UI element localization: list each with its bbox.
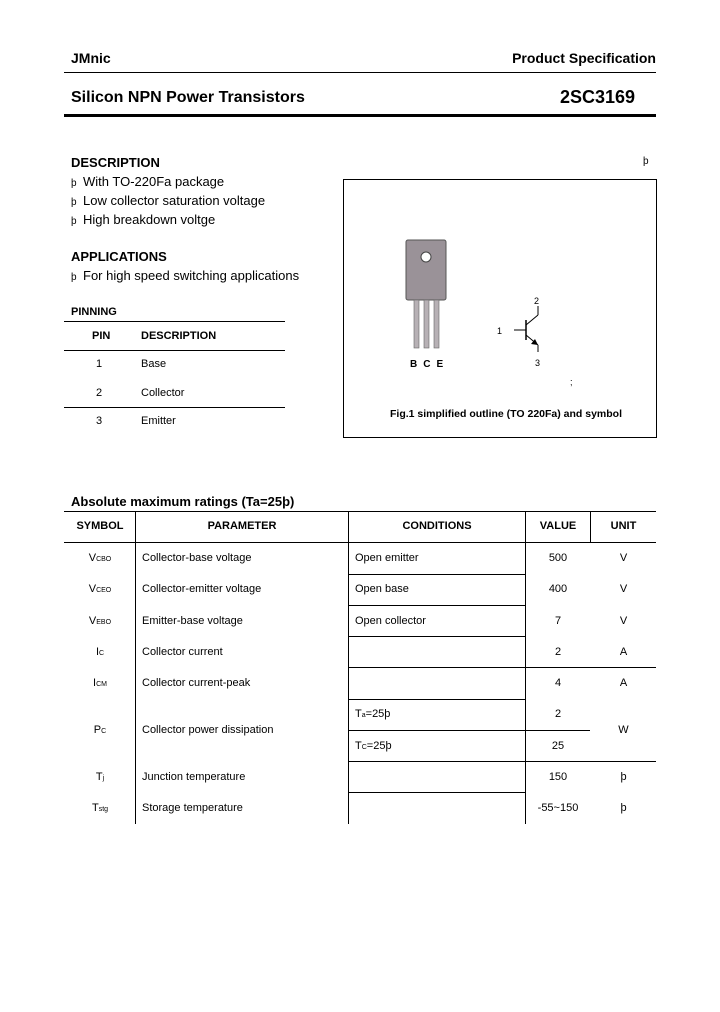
condition-symbol: T (355, 708, 362, 720)
conditions-cell (355, 708, 390, 720)
conditions-cell: Open emitter (355, 552, 419, 564)
pin-col-header: PIN (92, 330, 111, 342)
symbol-label-emitter: 3 (535, 358, 541, 368)
applications-heading: APPLICATIONS (71, 249, 167, 264)
table-row-divider (348, 636, 526, 637)
conditions-cell: Open base (355, 583, 409, 595)
parameter-cell: Collector power dissipation (142, 724, 274, 736)
table-rule-header (64, 542, 656, 543)
value-cell: -55~150 (537, 802, 579, 814)
pinning-rule-top (64, 321, 285, 322)
symbol-subscript: C (99, 650, 105, 657)
condition-subscript: C (361, 744, 367, 751)
description-text: With TO-220Fa package (83, 174, 225, 189)
application-text: For high speed switching applications (83, 268, 300, 283)
value-cell: 2 (554, 708, 562, 720)
table-rule-top (64, 511, 656, 512)
pinning-heading: PINNING (71, 306, 117, 318)
company-name: JMnic (71, 50, 111, 66)
symbol-cell (64, 583, 136, 595)
figure-corner-mark: þ (643, 156, 649, 167)
unit-cell: V (619, 615, 628, 627)
parameter-cell: Collector-base voltage (142, 552, 252, 564)
value-cell: 2 (554, 646, 562, 658)
description-text: Low collector saturation voltage (83, 193, 266, 208)
doc-type: Product Specification (512, 50, 656, 66)
table-row-divider (348, 761, 656, 762)
bullet-marker: þ (71, 178, 77, 189)
table-row-divider (348, 699, 526, 700)
pin-description: Emitter (141, 415, 176, 427)
description-heading: DESCRIPTION (71, 155, 160, 170)
pin-number: 2 (96, 387, 103, 399)
description-item (71, 193, 265, 208)
figure-box (343, 179, 657, 438)
symbol-subscript: EBO (96, 619, 112, 626)
pinning-rule-row (64, 407, 285, 408)
pin-number: 3 (96, 415, 103, 427)
part-number: 2SC3169 (560, 87, 636, 107)
symbol-letter: T (95, 771, 103, 783)
bullet-marker: þ (71, 197, 77, 208)
description-item (71, 174, 224, 189)
value-cell: 4 (554, 677, 562, 689)
parameter-cell: Storage temperature (142, 802, 243, 814)
value-cell: 500 (548, 552, 568, 564)
symbol-cell (64, 677, 136, 689)
symbol-cell (64, 724, 136, 736)
conditions-cell (355, 740, 392, 752)
pin-number: 1 (96, 358, 103, 370)
symbol-cell (64, 771, 136, 783)
table-row-divider (348, 605, 526, 606)
symbol-cell (64, 802, 136, 814)
parameter-cell: Collector current-peak (142, 677, 251, 689)
application-item (71, 268, 299, 283)
unit-cell: V (619, 552, 628, 564)
unit-cell: V (619, 583, 628, 595)
symbol-letter: I (93, 677, 97, 689)
condition-symbol: T (355, 740, 362, 752)
symbol-subscript: CM (96, 681, 107, 688)
symbol-cell (64, 646, 136, 658)
condition-value: =25þ (366, 740, 392, 752)
conditions-cell: Open collector (355, 615, 426, 627)
product-line: Silicon NPN Power Transistors (71, 89, 305, 106)
value-cell: 7 (554, 615, 562, 627)
package-outline-drawing (344, 180, 656, 437)
symbol-label-base: 1 (497, 326, 503, 336)
value-cell: 400 (548, 583, 568, 595)
symbol-subscript: CEO (96, 587, 112, 594)
header-rule-thin (64, 72, 656, 73)
symbol-letter: V (88, 583, 97, 595)
header-rule-thick (64, 114, 656, 117)
lead-label-c: C (423, 359, 437, 370)
table-row-divider (348, 667, 656, 668)
symbol-subscript: stg (98, 806, 109, 813)
col-header-value: VALUE (539, 520, 577, 532)
table-row-divider (348, 730, 590, 731)
pin-description: Collector (141, 387, 185, 399)
lead-labels (410, 359, 449, 370)
unit-cell: A (619, 646, 628, 658)
figure-stray-mark: ; (570, 377, 573, 387)
bullet-marker: þ (71, 272, 77, 283)
lead-label-e: E (436, 359, 450, 370)
symbol-subscript: j (102, 775, 105, 782)
pin-description: Base (141, 358, 167, 370)
condition-subscript: a (361, 712, 366, 719)
figure-caption: Fig.1 simplified outline (TO 220Fa) and symbol (390, 408, 623, 420)
unit-cell: þ (620, 771, 627, 783)
symbol-cell (64, 552, 136, 564)
parameter-cell: Collector current (142, 646, 223, 658)
symbol-cell (64, 615, 136, 627)
description-item (71, 212, 215, 227)
col-header-unit: UNIT (610, 520, 637, 532)
symbol-letter: P (93, 724, 102, 736)
symbol-letter: V (88, 552, 97, 564)
ratings-heading: Absolute maximum ratings (Ta=25þ) (71, 494, 295, 509)
col-header-conditions: CONDITIONS (402, 520, 472, 532)
symbol-letter: I (95, 646, 99, 658)
pinning-rule-mid (64, 350, 285, 351)
unit-cell: þ (620, 802, 627, 814)
symbol-letter: T (91, 802, 99, 814)
bullet-marker: þ (71, 216, 77, 227)
symbol-letter: V (88, 615, 97, 627)
lead-label-b: B (410, 359, 424, 370)
condition-value: =25þ (365, 708, 391, 720)
pin-desc-col-header: DESCRIPTION (141, 330, 217, 342)
col-header-symbol: SYMBOL (76, 520, 124, 532)
parameter-cell: Emitter-base voltage (142, 615, 243, 627)
col-header-parameter: PARAMETER (207, 520, 277, 532)
parameter-cell: Junction temperature (142, 771, 246, 783)
table-row-divider (348, 792, 526, 793)
value-cell: 150 (548, 771, 568, 783)
unit-cell: W (618, 724, 629, 736)
symbol-subscript: CBO (96, 556, 112, 563)
symbol-subscript: C (101, 728, 107, 735)
unit-cell: A (619, 677, 628, 689)
parameter-cell: Collector-emitter voltage (142, 583, 262, 595)
description-text: High breakdown voltge (83, 212, 216, 227)
value-cell: 25 (551, 740, 565, 752)
symbol-label-collector: 2 (534, 296, 540, 306)
table-row-divider (348, 574, 526, 575)
